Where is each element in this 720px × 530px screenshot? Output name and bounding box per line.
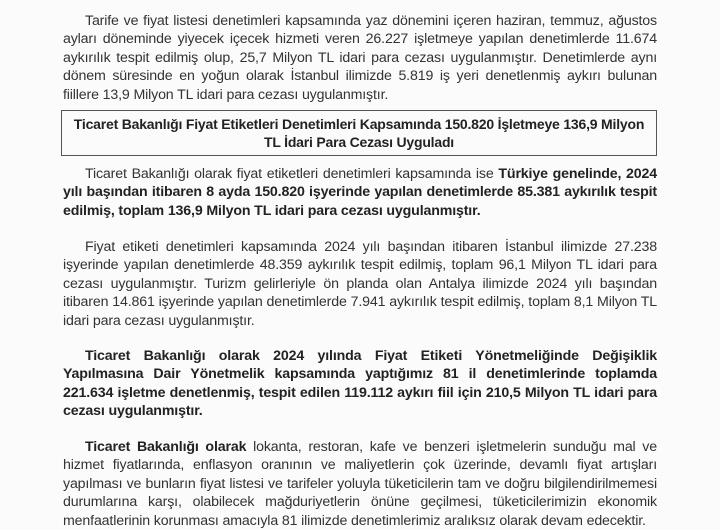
paragraph-ministry-statement [63,438,657,530]
headline: Ticaret Bakanlığı Fiyat Etiketleri Denetimleri Kapsamında 150.820 İşletmeye 136,9 Milyon TL İdari Para Cezası Uyguladı [73,116,645,150]
paragraph-istanbul-antalya [63,238,657,330]
paragraph-text: Ticaret Bakanlığı olarak fiyat etiketleri denetimleri kapsamında ise [85,166,499,182]
paragraph-price-label-inspections [63,165,657,220]
paragraph-text: Fiyat etiketi denetimleri kapsamında 2024 yılı başından itibaren İstanbul ilimizde 27.238 işyerinde yapılan denetimlerde 48.359 aykırılık tespit edilmiş, toplam 96,1 Milyon TL idari para cezası uygulanmıştır. Turizm gelirleriyle ön planda olan Antalya ilimizde 2024 yılı başından itibaren 14.861 işyerinde yapılan denetimlerde 7.941 aykırılık tespit edilmiş, toplam 8,1 Milyon TL idari para cezası uygulanmıştır. [63,239,657,329]
paragraph-tariff-inspections [63,12,657,104]
paragraph-text: Tarife ve fiyat listesi denetimleri kapsamında yaz dönemini içeren haziran, temmuz, ağustos ayları döneminde yiyecek içecek hizmeti veren 26.227 işletmeye yapılan denetimlerde 11.674 aykırılık tespit edilmiş olup, 25,7 Milyon TL idari para cezası uygulanmıştır. Denetimlerde aynı dönem süresinde en yoğun olarak İstanbul ilimizde 5.819 iş yeri denetlenmiş aykırı bulunan fiillere 13,9 Milyon TL idari para cezası uygulanmıştır. [63,13,657,103]
paragraph-regulation-summary [63,347,657,421]
paragraph-text: lokanta, restoran, kafe ve benzeri işletmelerin sunduğu mal ve hizmet fiyatlarında, enflasyon oranının ve maliyetlerin çok üzerinde, devamlı fiyat artışları yapılması ve bunların fiyat listesi ve tarifeler yoluyla tüketicilerin tam ve doğru bilgilendirilmemesi durumlarına karşı, olabilecek mağduriyetlerin önüne geçilmesi, tüketicilerimizin ekonomik menfaatlerinin korunması amacıyla 81 ilimizde denetimlerimiz aralıksız olarak devam edecektir. [63,439,657,529]
paragraph-bold-text: Ticaret Bakanlığı olarak [85,439,247,455]
headline-box [61,110,657,156]
paragraph-text: Ticaret Bakanlığı olarak 2024 yılında Fiyat Etiketi Yönetmeliğinde Değişiklik Yapılmasına Dair Yönetmelik kapsamında yaptığımız 81 il denetimlerinde toplamda 221.634 işletme denetlenmiş, tespit edilen 119.112 aykırı fiil için 210,5 Milyon TL idari para cezası uygulanmıştır. [63,348,657,420]
paragraph-bold-text: Türkiye genelinde, 2024 yılı başından itibaren 8 ayda 150.820 işyerinde yapılan denetimlerde 85.381 aykırılık tespit edilmiş, toplam 136,9 Milyon TL idari para cezası uygulanmıştır. [63,166,658,219]
